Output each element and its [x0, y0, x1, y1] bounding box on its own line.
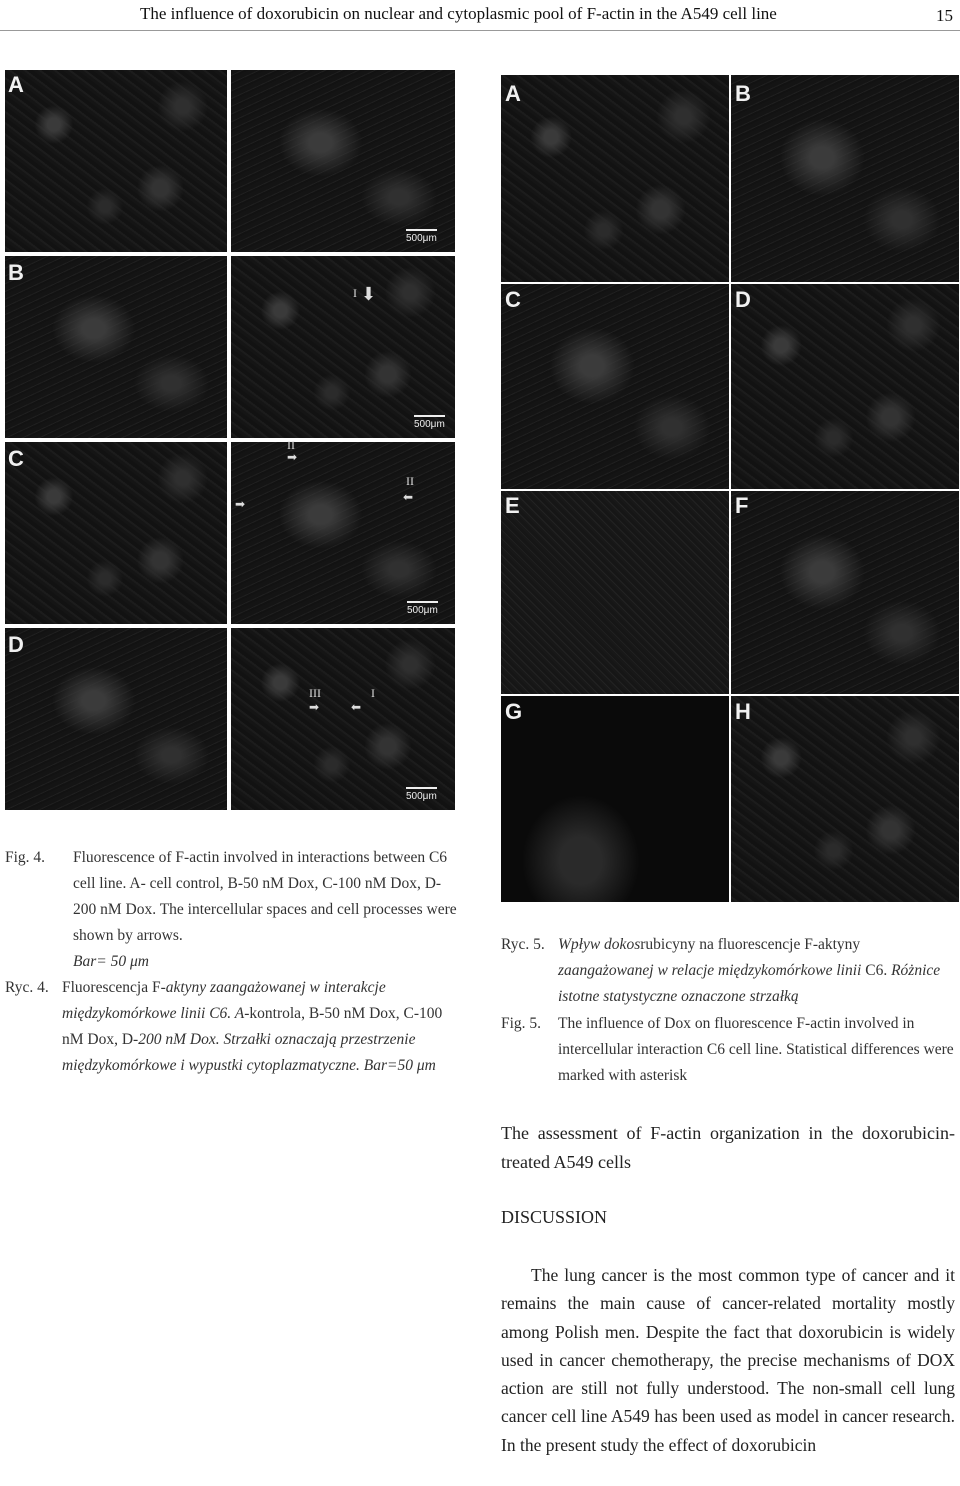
figure-4-panel-a-right: [231, 70, 455, 252]
caption-text: The influence of Dox on fluorescence F-actin involved in intercellular interaction C6 cell line. Statistical differences were marked with asterisk: [558, 1015, 954, 1084]
page-number: 15: [936, 6, 953, 25]
figure-5-panel-e: [501, 491, 729, 694]
panel-label-b: B: [8, 260, 24, 285]
figure-5-panel-c: [501, 284, 729, 489]
caption-text: Fluorescence of F-actin involved in interactions between C6 cell line. A- cell control, B-50 nM Dox, C-100 nM Dox, D-200 nM Dox. The intercellular spaces and cell processes were shown by arrows.: [73, 849, 457, 944]
caption-text-italic: zaangażowanej w relacje międzykomórkowe linii: [558, 962, 862, 979]
figure-4-panel-d-right: [231, 628, 455, 810]
discussion-paragraph: The lung cancer is the most common type of cancer and it remains the main cause of cancer-related mortality mostly among Polish men. Despite the fact that doxorubicin is widely used in cancer chemotherapy, the precise mechanisms of DOX action are still not fully understood. The non-small cell lung cancer cell line A549 has been used as model in cancer research. In the present study the effect of doxorubicin: [501, 1265, 955, 1455]
figure-5-panel-g: [501, 696, 729, 902]
arrow-icon: ⬅: [351, 700, 362, 714]
arrow-icon: ⬅: [403, 490, 414, 504]
panel-label-a: A: [8, 72, 24, 97]
caption-label: Ryc. 4.: [5, 979, 49, 996]
figure-5-panel-f: [731, 491, 959, 694]
arrow-label: I: [353, 286, 357, 300]
panel-label-e: E: [505, 493, 520, 518]
panel-label-a: A: [505, 81, 521, 106]
arrow-label: III: [309, 686, 321, 700]
caption-text: C6.: [865, 962, 888, 979]
caption-text-italic: Wpływ dokos: [558, 936, 641, 953]
caption-label: Fig. 4.: [5, 849, 46, 866]
caption-text-italic: 200 nM Dox. Strzałki oznaczają przestrzenie międzykomórkowe i wypustki cytoplazmatyczne. Bar=50 μm: [62, 1031, 436, 1074]
figure-5-caption-en: [501, 1011, 956, 1089]
arrow-icon: ⬇: [361, 284, 377, 304]
scale-bar: 500μm: [406, 791, 437, 802]
caption-text-italic: Różnice istotne statystyczne oznaczone strzałką: [558, 962, 941, 1005]
panel-label-c: C: [8, 446, 24, 471]
discussion-heading: DISCUSSION: [501, 1207, 608, 1227]
running-header-title: The influence of doxorubicin on nuclear and cytoplasmic pool of F-actin in the A549 cell line: [140, 4, 777, 23]
caption-label: Ryc. 5.: [501, 936, 545, 953]
caption-label: Fig. 5.: [501, 1015, 542, 1032]
scale-bar: 500μm: [414, 419, 445, 430]
panel-label-c: C: [505, 287, 521, 312]
figure-4-panel-c-right: [231, 438, 455, 624]
panel-label-g: G: [505, 699, 523, 724]
figure-5-panel-d: [731, 284, 959, 489]
figure-4-panel-b-left: [5, 256, 227, 438]
header-divider: [0, 30, 960, 31]
figure-4-caption-pl: [5, 975, 457, 1079]
section-title: The assessment of F-actin organization in the doxorubicin-treated A549 cells: [501, 1123, 955, 1172]
figure-5: [501, 75, 959, 902]
figure-5-panel-a: [501, 75, 729, 282]
scale-bar: 500μm: [406, 233, 437, 244]
figure-4-panel-d-left: [5, 628, 227, 810]
caption-text: Fluorescencja F: [62, 979, 161, 996]
caption-text: -kontrola, B-50 nM Dox, C-100 nM Dox, D-: [62, 1005, 443, 1048]
caption-bar: Bar= 50 μm: [73, 953, 149, 970]
figure-4-panel-c-left: [5, 442, 227, 624]
panel-label-f: F: [735, 493, 749, 518]
figure-4-panel-a-left: [5, 70, 227, 252]
figure-4-caption-en: [5, 845, 457, 975]
panel-label-h: H: [735, 699, 751, 724]
figure-5-panel-h: [731, 696, 959, 902]
caption-text-italic: -aktyny zaangażowanej w interakcje międzykomórkowe linii C6. A: [62, 979, 386, 1022]
arrow-icon: ➡: [309, 700, 320, 714]
arrow-label: II: [406, 474, 414, 488]
figure-4: [5, 70, 455, 810]
arrow-icon: ➡: [235, 497, 246, 511]
arrow-label: I: [371, 686, 375, 700]
arrow-label: II: [287, 438, 295, 452]
caption-text: rubicyny na fluorescencje F-aktyny: [640, 936, 861, 953]
figure-5-panel-b: [731, 75, 959, 282]
scale-bar: 500μm: [407, 605, 438, 616]
arrow-icon: ➡: [287, 450, 298, 464]
panel-label-b: B: [735, 81, 751, 106]
figure-4-panel-b-right: [231, 256, 455, 438]
figure-5-caption-pl: [501, 932, 956, 1010]
panel-label-d: D: [735, 287, 751, 312]
panel-label-d: D: [8, 632, 24, 657]
